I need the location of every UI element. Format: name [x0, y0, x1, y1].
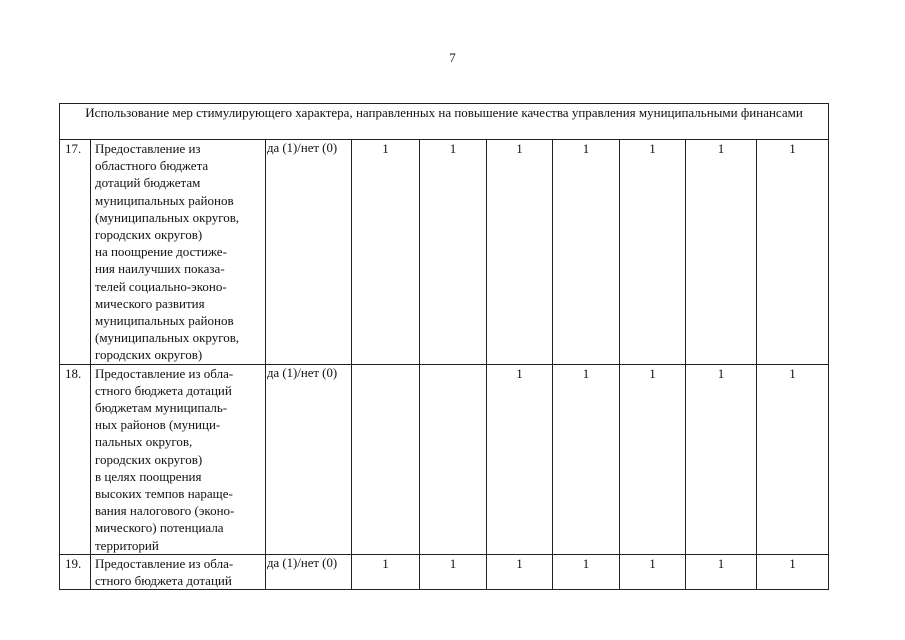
value-cell: 1 — [352, 554, 420, 589]
section-header: Использование мер стимулирующего характера, направленных на повышение качества управления муниципальными финансами — [60, 104, 829, 140]
unit-cell: да (1)/нет (0) — [266, 364, 352, 554]
name-line: телей социально-эконо- — [95, 278, 227, 294]
value-cell: 1 — [757, 140, 829, 365]
value-cell: 1 — [487, 140, 553, 365]
value-cell: 1 — [420, 140, 487, 365]
value-cell: 1 — [620, 554, 686, 589]
value-cell: 1 — [686, 554, 757, 589]
value-cell: 1 — [686, 140, 757, 365]
name-line: (муниципальных округов, — [95, 330, 240, 346]
value-cell: 1 — [620, 364, 686, 554]
value-cell — [352, 364, 420, 554]
name-line: ния наилучших показа- — [95, 261, 225, 277]
name-line: Предоставление из обла- — [95, 555, 234, 571]
value-cell: 1 — [553, 140, 620, 365]
name-line: на поощрение достиже- — [95, 244, 227, 260]
value-cell: 1 — [620, 140, 686, 365]
table-row — [60, 140, 829, 365]
name-line: Предоставление из — [95, 141, 201, 156]
section-header-row — [60, 104, 829, 140]
name-line: городских округов) — [95, 451, 203, 467]
value-cell: 1 — [487, 554, 553, 589]
row-number: 19. — [60, 554, 91, 589]
row-number: 17. — [60, 140, 91, 365]
name-line: городских округов) — [95, 227, 203, 243]
name-line: муниципальных районов — [95, 192, 234, 208]
page-number: 7 — [449, 50, 456, 65]
name-line: в целях поощрения — [95, 468, 202, 484]
name-line: ных районов (муници- — [95, 417, 221, 433]
name-line: областного бюджета — [95, 158, 209, 174]
indicator-name — [91, 364, 266, 554]
indicator-name — [91, 140, 266, 365]
name-line: мического развития — [95, 295, 205, 311]
row-number: 18. — [60, 364, 91, 554]
name-line: дотаций бюджетам — [95, 175, 201, 191]
name-line: стного бюджета дотаций — [95, 573, 232, 589]
table-row — [60, 364, 829, 554]
name-line: вания налогового (эконо- — [95, 503, 235, 519]
table-row — [60, 554, 829, 589]
indicators-table — [59, 103, 829, 590]
name-line: городских округов) — [95, 347, 203, 363]
name-line: стного бюджета дотаций — [95, 382, 232, 398]
name-line: Предоставление из обла- — [95, 365, 234, 381]
name-line: территорий — [95, 537, 159, 553]
unit-cell: да (1)/нет (0) — [266, 554, 352, 589]
indicator-name — [91, 554, 266, 589]
value-cell: 1 — [553, 554, 620, 589]
value-cell: 1 — [686, 364, 757, 554]
value-cell: 1 — [757, 554, 829, 589]
name-line: муниципальных районов — [95, 313, 234, 329]
unit-cell: да (1)/нет (0) — [266, 140, 352, 365]
name-line: бюджетам муниципаль- — [95, 400, 228, 416]
value-cell: 1 — [352, 140, 420, 365]
name-line: мического) потенциала — [95, 520, 224, 536]
name-line: (муниципальных округов, — [95, 209, 240, 225]
name-line: высоких темпов нараще- — [95, 486, 233, 502]
value-cell: 1 — [553, 364, 620, 554]
value-cell: 1 — [487, 364, 553, 554]
value-cell — [420, 364, 487, 554]
name-line: пальных округов, — [95, 434, 193, 450]
value-cell: 1 — [420, 554, 487, 589]
value-cell: 1 — [757, 364, 829, 554]
